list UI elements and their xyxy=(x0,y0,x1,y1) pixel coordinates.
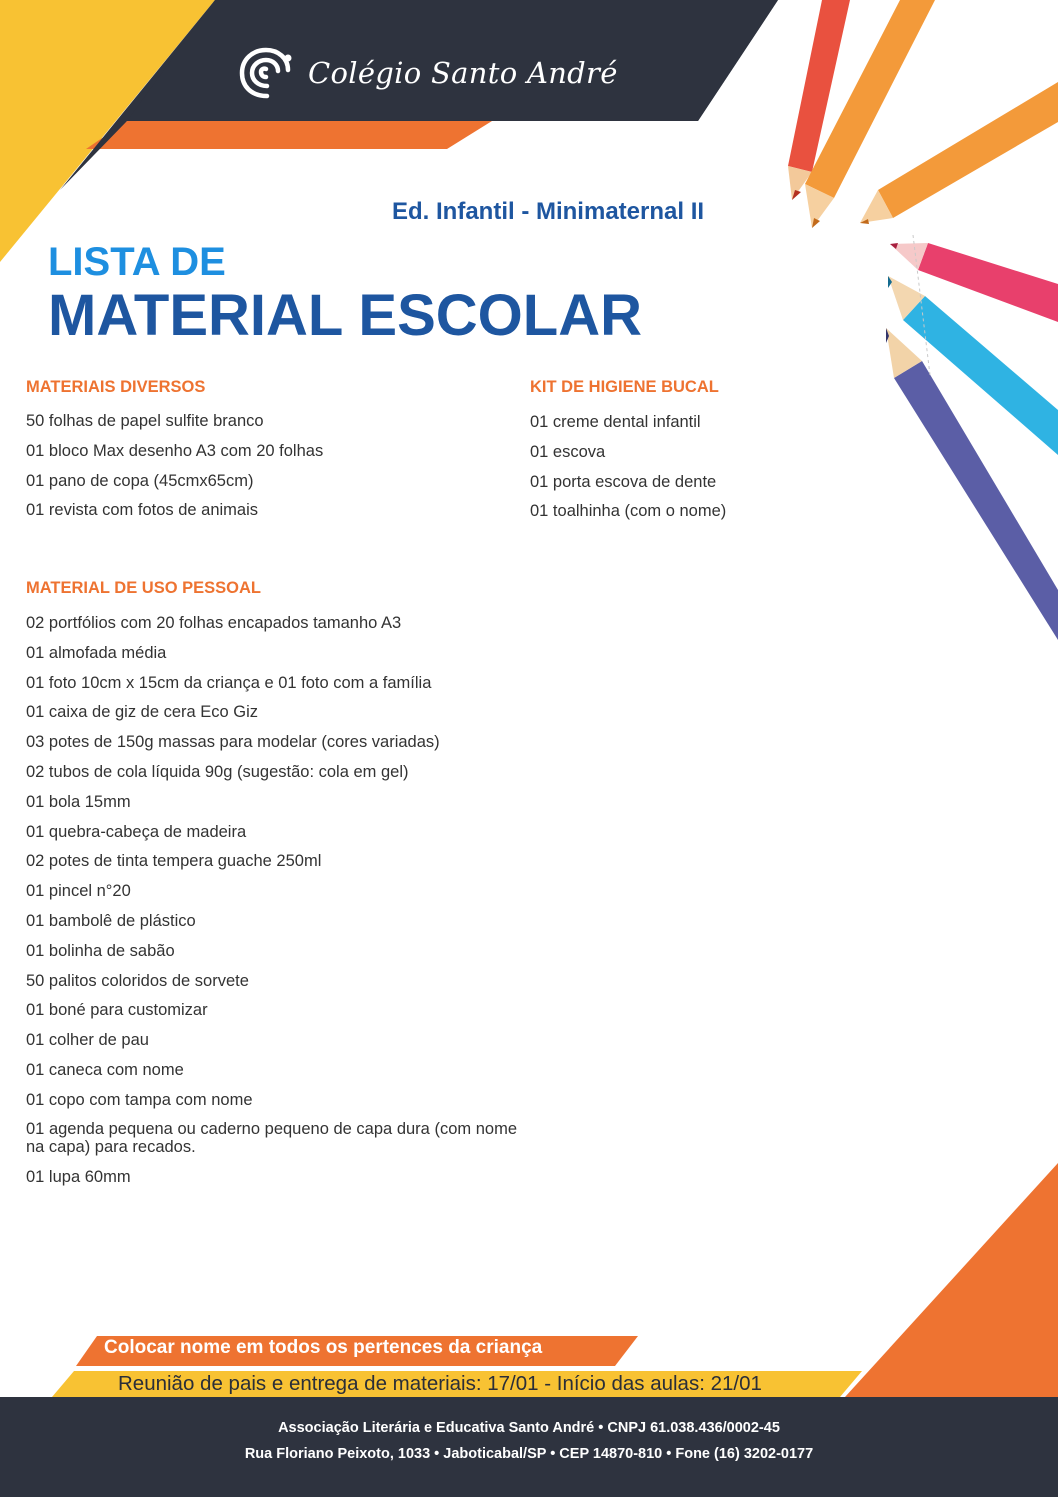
list-item: 01 bolinha de sabão xyxy=(26,941,175,960)
list-item: 01 porta escova de dente xyxy=(530,472,717,491)
title-line-1: LISTA DE xyxy=(48,240,226,284)
list-item: 01 lupa 60mm xyxy=(26,1167,131,1186)
list-diversos xyxy=(26,411,496,530)
list-item: 01 caneca com nome xyxy=(26,1060,184,1079)
list-higiene xyxy=(530,412,860,531)
orange-corner-shape xyxy=(845,1163,1058,1397)
list-item: 01 quebra-cabeça de madeira xyxy=(26,822,247,841)
spiral-logo-icon xyxy=(236,42,298,104)
list-item: 50 palitos coloridos de sorvete xyxy=(26,971,249,990)
list-item: 01 escova xyxy=(530,442,606,461)
grade-subtitle: Ed. Infantil - Minimaternal II xyxy=(392,198,705,225)
list-item: 02 portfólios com 20 folhas encapados tamanho A3 xyxy=(26,614,402,632)
list-item: 01 bambolê de plástico xyxy=(26,911,196,930)
title-line-2: MATERIAL ESCOLAR xyxy=(48,283,642,348)
list-item: 01 almofada média xyxy=(26,643,167,662)
list-item: 01 pincel n°20 xyxy=(26,882,131,901)
list-item: 01 copo com tampa com nome xyxy=(26,1090,253,1109)
list-pessoal xyxy=(26,613,517,1196)
list-item: 01 bola 15mm xyxy=(26,792,131,811)
list-item: 01 creme dental infantil xyxy=(530,413,701,431)
list-item: 50 folhas de papel sulfite branco xyxy=(26,412,264,430)
school-name: Colégio Santo André xyxy=(308,56,618,90)
footer-line-1: Associação Literária e Educativa Santo André • CNPJ 61.038.436/0002-45 xyxy=(278,1420,780,1436)
list-item: 01 colher de pau xyxy=(26,1031,149,1050)
pencil-orange-2 xyxy=(860,82,1058,224)
school-logo xyxy=(236,40,618,106)
list-item: 01 toalhinha (com o nome) xyxy=(530,502,727,521)
list-item: 01 pano de copa (45cmx65cm) xyxy=(26,471,254,490)
list-item: 03 potes de 150g massas para modelar (cores variadas) xyxy=(26,733,440,752)
dates-notice-banner: Reunião de pais e entrega de materiais: 17/01 - Início das aulas: 21/01 xyxy=(118,1372,762,1395)
section-title-diversos: MATERIAIS DIVERSOS xyxy=(26,378,206,396)
orange-header-stripe xyxy=(86,121,492,149)
list-item: 01 foto 10cm x 15cm da criança e 01 foto com a família xyxy=(26,673,432,692)
list-item: 01 revista com fotos de animais xyxy=(26,501,259,520)
name-notice-banner: Colocar nome em todos os pertences da criança xyxy=(104,1337,543,1358)
footer-line-2: Rua Floriano Peixoto, 1033 • Jaboticabal/SP • CEP 14870-810 • Fone (16) 3202-0177 xyxy=(244,1446,814,1462)
list-item: 02 potes de tinta tempera guache 250ml xyxy=(26,852,322,871)
section-title-higiene: KIT DE HIGIENE BUCAL xyxy=(530,378,719,396)
section-title-pessoal: MATERIAL DE USO PESSOAL xyxy=(26,579,261,597)
list-item: 01 agenda pequena ou caderno pequeno de capa dura (com nome na capa) para recados. xyxy=(26,1119,517,1156)
list-item: 02 tubos de cola líquida 90g (sugestão: cola em gel) xyxy=(26,762,409,781)
list-item: 01 boné para customizar xyxy=(26,1001,208,1020)
list-item: 01 bloco Max desenho A3 com 20 folhas xyxy=(26,441,324,460)
list-item: 01 caixa de giz de cera Eco Giz xyxy=(26,703,259,722)
